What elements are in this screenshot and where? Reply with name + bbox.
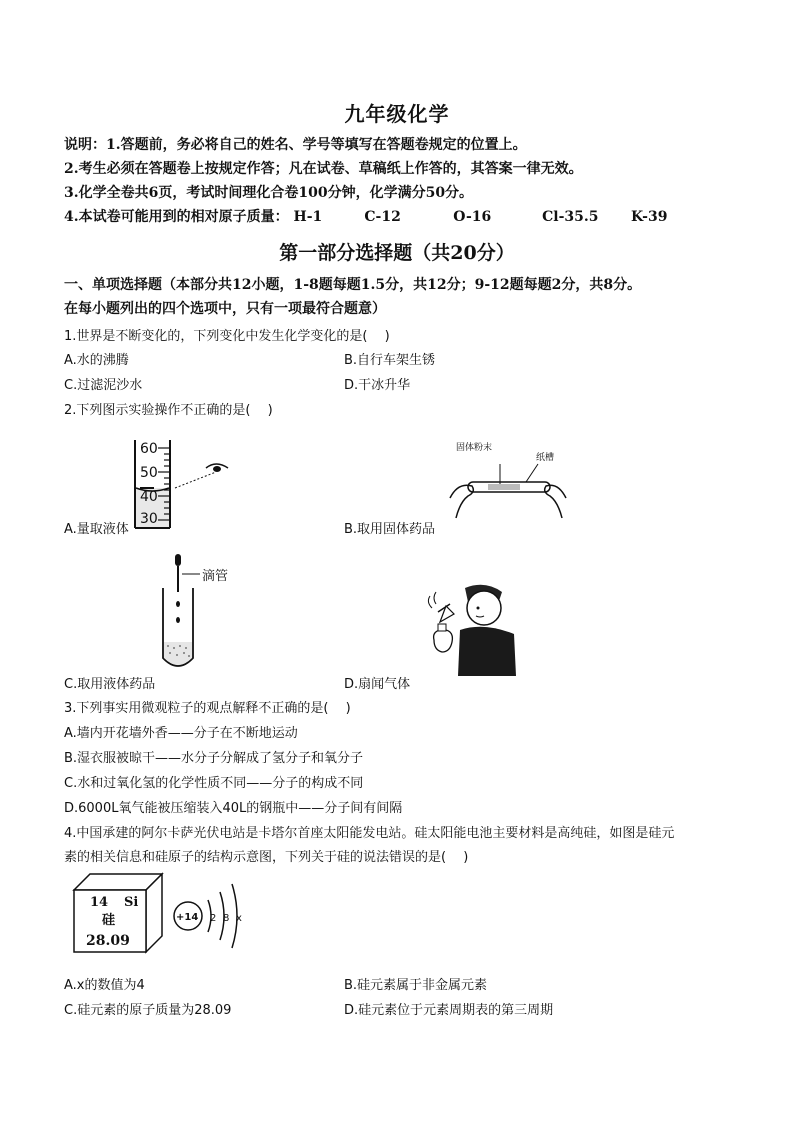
element-number: 14 — [90, 895, 109, 910]
atom-shell-2: 8 — [223, 913, 230, 924]
section-title: 第一部分选择题（共20分） — [279, 242, 515, 264]
instruction-line-2: 在每小题列出的四个选项中，只有一项最符合题意） — [64, 301, 386, 317]
atom-shell-3: x — [236, 913, 242, 924]
solid-powder-label: 固体粉末 — [456, 443, 493, 453]
question-1-option-c[interactable]: C.过滤泥沙水 — [64, 378, 143, 393]
atomic-mass-c: C-12 — [364, 209, 401, 225]
instruction-line-1: 一、单项选择题（本部分共12小题，1-8题每题1.5分，共12分；9-12题每题2分，共8分。 — [64, 277, 642, 293]
question-2-option-a[interactable]: A.量取液体 — [64, 522, 129, 537]
atomic-mass-label: 4.本试卷可能用到的相对原子质量： — [64, 209, 289, 225]
question-1-option-b[interactable]: B.自行车架生锈 — [344, 353, 436, 368]
boy-head-icon — [467, 591, 501, 625]
note-2: 2.考生必须在答题卷上按规定作答；凡在试卷、草稿纸上作答的，其答案一律无效。 — [64, 161, 583, 177]
question-3-option-b[interactable]: B.湿衣服被晾干——水分子分解成了氢分子和氧分子 — [64, 751, 364, 766]
fanning-gas-figure — [410, 578, 525, 678]
question-3-option-a[interactable]: A.墙内开花墙外香——分子在不断地运动 — [64, 726, 298, 741]
atomic-mass-o: O-16 — [453, 209, 492, 225]
question-4-option-d[interactable]: D.硅元素位于元素周期表的第三周期 — [344, 1003, 554, 1018]
atomic-mass-line — [64, 206, 667, 226]
atom-nucleus-charge: +14 — [176, 912, 199, 923]
dropper-label: 滴管 — [202, 569, 229, 584]
question-4-option-b[interactable]: B.硅元素属于非金属元素 — [344, 978, 488, 993]
question-2-option-b[interactable]: B.取用固体药品 — [344, 522, 436, 537]
question-1-stem: 1.世界是不断变化的，下列变化中发生化学变化的是( ) — [64, 329, 390, 344]
cylinder-tick-40: 40 — [140, 489, 158, 505]
question-2-option-c[interactable]: C.取用液体药品 — [64, 677, 156, 692]
question-4-option-a[interactable]: A.x的数值为4 — [64, 978, 145, 993]
element-name: 硅 — [102, 913, 116, 928]
page-title: 九年级化学 — [344, 102, 450, 126]
silicon-element-cell — [70, 870, 166, 954]
question-3-stem: 3.下列事实用微观粒子的观点解释不正确的是( ) — [64, 701, 351, 716]
question-4-option-c[interactable]: C.硅元素的原子质量为28.09 — [64, 1003, 232, 1018]
question-2-option-d[interactable]: D.扇闻气体 — [344, 677, 411, 692]
question-1-option-a[interactable]: A.水的沸腾 — [64, 353, 129, 368]
cylinder-tick-60: 60 — [140, 441, 158, 457]
right-hand-icon — [545, 485, 566, 518]
question-2-stem: 2.下列图示实验操作不正确的是( ) — [64, 403, 273, 418]
cylinder-tick-50: 50 — [140, 465, 158, 481]
dropper-figure — [150, 552, 260, 672]
question-3-option-c[interactable]: C.水和过氧化氢的化学性质不同——分子的构成不同 — [64, 776, 364, 791]
silicon-atom-structure — [170, 876, 250, 956]
question-1-option-d[interactable]: D.干冰升华 — [344, 378, 411, 393]
question-3-option-d[interactable]: D.6000L氧气能被压缩装入40L的钢瓶中——分子间有间隔 — [64, 801, 403, 816]
atomic-mass-h: H-1 — [293, 209, 323, 225]
atom-shell-1: 2 — [210, 913, 217, 924]
question-4-stem-line-2: 素的相关信息和硅原子的结构示意图，下列关于硅的说法错误的是( ) — [64, 850, 469, 865]
note-1: 说明：1.答题前，务必将自己的姓名、学号等填写在答题卷规定的位置上。 — [64, 137, 527, 153]
paper-trough-label: 纸槽 — [536, 453, 555, 463]
gas-bottle-icon — [434, 630, 453, 652]
atomic-mass-cl: Cl-35.5 — [542, 209, 599, 225]
paper-trough-figure — [438, 438, 578, 528]
graduated-cylinder-figure — [120, 436, 240, 532]
element-mass: 28.09 — [86, 933, 130, 949]
question-4-stem-line-1: 4.中国承建的阿尔卡萨光伏电站是卡塔尔首座太阳能发电站。硅太阳能电池主要材料是高纯硅，如图是硅元 — [64, 826, 675, 841]
atomic-mass-k: K-39 — [631, 209, 668, 225]
note-3: 3.化学全卷共6页，考试时间理化合卷100分钟，化学满分50分。 — [64, 185, 474, 201]
cylinder-tick-30: 30 — [140, 511, 158, 527]
element-symbol: Si — [124, 895, 139, 910]
